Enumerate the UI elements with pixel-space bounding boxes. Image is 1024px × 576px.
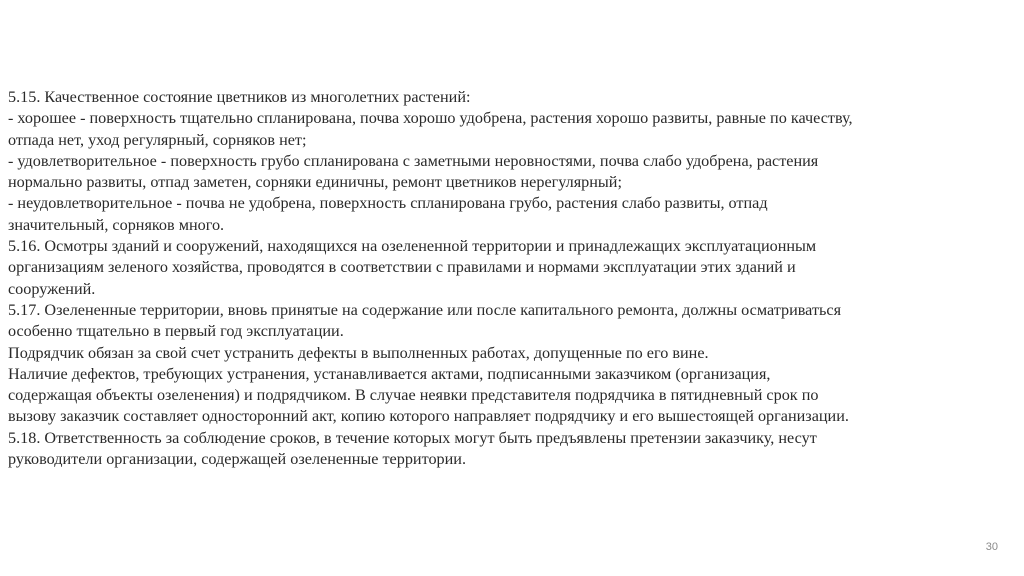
text-line: 5.18. Ответственность за соблюдение сроков, в течение которых могут быть предъявлены претензии заказчику, несут — [8, 428, 817, 447]
text-line: содержащая объекты озеленения) и подрядчиком. В случае неявки представителя подрядчика в пятидневный срок по — [8, 386, 819, 405]
body-text — [8, 87, 1014, 470]
text-line: вызову заказчик составляет односторонний акт, копию которого направляет подрядчику и его вышестоящей организации. — [8, 407, 849, 426]
text-line: особенно тщательно в первый год эксплуатации. — [8, 322, 344, 341]
page-number: 30 — [985, 541, 998, 553]
text-line: Подрядчик обязан за свой счет устранить дефекты в выполненных работах, допущенные по его вине. — [8, 343, 709, 362]
text-line: 5.15. Качественное состояние цветников из многолетних растений: — [8, 88, 471, 106]
text-line: 5.16. Осмотры зданий и сооружений, находящихся на озелененной территории и принадлежащих эксплуатационным — [8, 237, 817, 256]
text-line: нормально развиты, отпад заметен, сорняки единичны, ремонт цветников нерегулярный; — [8, 173, 622, 192]
text-line: организациям зеленого хозяйства, проводятся в соответствии с правилами и нормами эксплуатации этих зданий и — [8, 258, 796, 277]
text-line: сооружений. — [8, 279, 96, 298]
text-line: - хорошее - поверхность тщательно спланирована, почва хорошо удобрена, растения хорошо развиты, равные по качеству, — [8, 109, 853, 128]
text-line: - удовлетворительное - поверхность грубо спланирована с заметными неровностями, почва слабо удобрена, растения — [8, 151, 819, 170]
text-line: руководители организации, содержащей озелененные территории. — [8, 450, 467, 469]
text-line: Наличие дефектов, требующих устранения, устанавливается актами, подписанными заказчиком (организация, — [8, 364, 771, 383]
text-line: 5.17. Озелененные территории, вновь принятые на содержание или после капитального ремонта, должны осматриваться — [8, 300, 842, 319]
text-line: отпада нет, уход регулярный, сорняков нет; — [8, 130, 307, 149]
text-line: значительный, сорняков много. — [8, 215, 225, 234]
text-line: - неудовлетворительное - почва не удобрена, поверхность спланирована грубо, растения слабо развиты, отпад — [8, 194, 768, 213]
